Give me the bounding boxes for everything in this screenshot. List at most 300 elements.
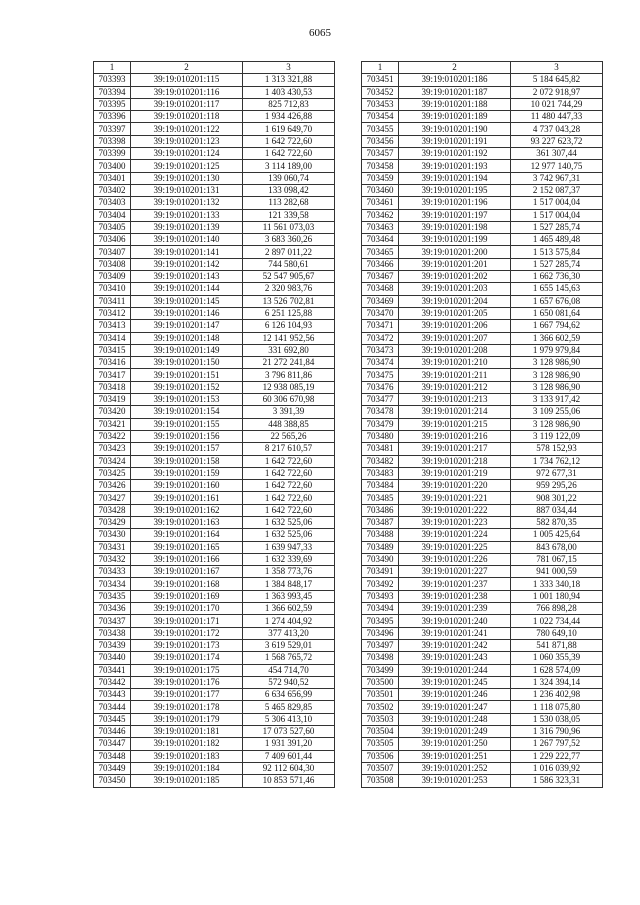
value-cell: 5 184 645,82 <box>511 74 603 86</box>
table-row <box>362 123 603 135</box>
table-row <box>94 98 335 110</box>
table-row <box>362 418 603 430</box>
cadastral-number-cell: 39:19:010201:246 <box>399 689 511 701</box>
value-cell: 578 152,93 <box>511 443 603 455</box>
value-cell: 1 118 075,80 <box>511 701 603 713</box>
table-row <box>94 184 335 196</box>
row-number-cell: 703456 <box>362 135 399 147</box>
value-cell: 572 940,52 <box>243 676 335 688</box>
table-row <box>94 455 335 467</box>
table-row <box>94 627 335 639</box>
table-row <box>362 320 603 332</box>
value-cell: 1 639 947,33 <box>243 541 335 553</box>
cadastral-number-cell: 39:19:010201:167 <box>131 566 243 578</box>
value-cell: 744 580,61 <box>243 258 335 270</box>
table-row <box>362 295 603 307</box>
table-row <box>362 369 603 381</box>
row-number-cell: 703500 <box>362 676 399 688</box>
row-number-cell: 703400 <box>94 160 131 172</box>
value-cell: 972 677,31 <box>511 467 603 479</box>
cadastral-number-cell: 39:19:010201:142 <box>131 258 243 270</box>
row-number-cell: 703450 <box>94 775 131 787</box>
cadastral-number-cell: 39:19:010201:194 <box>399 172 511 184</box>
row-number-cell: 703421 <box>94 418 131 430</box>
row-number-cell: 703503 <box>362 713 399 725</box>
value-cell: 1 513 575,84 <box>511 246 603 258</box>
row-number-cell: 703431 <box>94 541 131 553</box>
cadastral-number-cell: 39:19:010201:204 <box>399 295 511 307</box>
table-row <box>94 332 335 344</box>
cadastral-number-cell: 39:19:010201:181 <box>131 726 243 738</box>
row-number-cell: 703402 <box>94 184 131 196</box>
row-number-cell: 703427 <box>94 492 131 504</box>
table-row <box>94 467 335 479</box>
table-row <box>94 652 335 664</box>
cadastral-number-cell: 39:19:010201:240 <box>399 615 511 627</box>
cadastral-number-cell: 39:19:010201:124 <box>131 148 243 160</box>
table-row <box>362 74 603 86</box>
table-row <box>94 738 335 750</box>
table-row <box>362 258 603 270</box>
row-number-cell: 703418 <box>94 381 131 393</box>
row-number-cell: 703476 <box>362 381 399 393</box>
value-cell: 1 628 574,09 <box>511 664 603 676</box>
table-row <box>362 283 603 295</box>
cadastral-number-cell: 39:19:010201:123 <box>131 135 243 147</box>
cadastral-number-cell: 39:19:010201:226 <box>399 553 511 565</box>
row-number-cell: 703485 <box>362 492 399 504</box>
value-cell: 1 642 722,60 <box>243 480 335 492</box>
row-number-cell: 703405 <box>94 221 131 233</box>
value-cell: 10 853 571,46 <box>243 775 335 787</box>
value-cell: 1 366 602,59 <box>511 332 603 344</box>
row-number-cell: 703404 <box>94 209 131 221</box>
table-row <box>94 578 335 590</box>
row-number-cell: 703480 <box>362 430 399 442</box>
table-row <box>362 541 603 553</box>
row-number-cell: 703443 <box>94 689 131 701</box>
table-row <box>362 197 603 209</box>
table-row <box>362 86 603 98</box>
table-row <box>362 603 603 615</box>
cadastral-number-cell: 39:19:010201:122 <box>131 123 243 135</box>
value-cell: 1 642 722,60 <box>243 135 335 147</box>
cadastral-number-cell: 39:19:010201:216 <box>399 430 511 442</box>
table-row <box>362 566 603 578</box>
table-row <box>362 516 603 528</box>
table-row <box>94 541 335 553</box>
row-number-cell: 703409 <box>94 271 131 283</box>
row-number-cell: 703506 <box>362 750 399 762</box>
cadastral-number-cell: 39:19:010201:162 <box>131 504 243 516</box>
value-cell: 1 527 285,74 <box>511 221 603 233</box>
cadastral-number-cell: 39:19:010201:159 <box>131 467 243 479</box>
value-cell: 12 977 140,75 <box>511 160 603 172</box>
row-number-cell: 703447 <box>94 738 131 750</box>
value-cell: 843 678,00 <box>511 541 603 553</box>
row-number-cell: 703425 <box>94 467 131 479</box>
row-number-cell: 703461 <box>362 197 399 209</box>
row-number-cell: 703399 <box>94 148 131 160</box>
row-number-cell: 703491 <box>362 566 399 578</box>
value-cell: 1 384 848,17 <box>243 578 335 590</box>
table-row <box>94 480 335 492</box>
cadastral-number-cell: 39:19:010201:147 <box>131 320 243 332</box>
column-header: 1 <box>362 62 399 74</box>
table-row <box>362 750 603 762</box>
table-row <box>362 184 603 196</box>
cadastral-number-cell: 39:19:010201:149 <box>131 344 243 356</box>
table-row <box>94 394 335 406</box>
value-cell: 582 870,35 <box>511 516 603 528</box>
cadastral-number-cell: 39:19:010201:157 <box>131 443 243 455</box>
row-number-cell: 703492 <box>362 578 399 590</box>
table-row <box>94 516 335 528</box>
value-cell: 1 313 321,88 <box>243 74 335 86</box>
row-number-cell: 703465 <box>362 246 399 258</box>
row-number-cell: 703394 <box>94 86 131 98</box>
value-cell: 7 409 601,44 <box>243 750 335 762</box>
value-cell: 17 073 527,60 <box>243 726 335 738</box>
value-cell: 1 016 039,92 <box>511 762 603 774</box>
row-number-cell: 703464 <box>362 234 399 246</box>
table-header-row <box>362 62 603 74</box>
value-cell: 959 295,26 <box>511 480 603 492</box>
cadastral-number-cell: 39:19:010201:118 <box>131 111 243 123</box>
cadastral-number-cell: 39:19:010201:154 <box>131 406 243 418</box>
table-row <box>362 172 603 184</box>
table-row <box>94 639 335 651</box>
value-cell: 908 301,22 <box>511 492 603 504</box>
table-row <box>94 590 335 602</box>
row-number-cell: 703440 <box>94 652 131 664</box>
row-number-cell: 703419 <box>94 394 131 406</box>
row-number-cell: 703438 <box>94 627 131 639</box>
table-row <box>94 566 335 578</box>
row-number-cell: 703449 <box>94 762 131 774</box>
cadastral-number-cell: 39:19:010201:224 <box>399 529 511 541</box>
cadastral-number-cell: 39:19:010201:170 <box>131 603 243 615</box>
row-number-cell: 703473 <box>362 344 399 356</box>
row-number-cell: 703448 <box>94 750 131 762</box>
cadastral-number-cell: 39:19:010201:188 <box>399 98 511 110</box>
table-row <box>362 701 603 713</box>
row-number-cell: 703423 <box>94 443 131 455</box>
row-number-cell: 703412 <box>94 307 131 319</box>
value-cell: 12 141 952,56 <box>243 332 335 344</box>
row-number-cell: 703459 <box>362 172 399 184</box>
table-row <box>362 111 603 123</box>
row-number-cell: 703413 <box>94 320 131 332</box>
cadastral-number-cell: 39:19:010201:250 <box>399 738 511 750</box>
value-cell: 448 388,85 <box>243 418 335 430</box>
cadastral-number-cell: 39:19:010201:201 <box>399 258 511 270</box>
table-row <box>362 762 603 774</box>
cadastral-number-cell: 39:19:010201:197 <box>399 209 511 221</box>
value-cell: 1 657 676,08 <box>511 295 603 307</box>
value-cell: 1 005 425,64 <box>511 529 603 541</box>
row-number-cell: 703453 <box>362 98 399 110</box>
table-row <box>362 246 603 258</box>
value-cell: 3 119 122,09 <box>511 430 603 442</box>
value-cell: 2 152 087,37 <box>511 184 603 196</box>
row-number-cell: 703416 <box>94 357 131 369</box>
value-cell: 1 619 649,70 <box>243 123 335 135</box>
row-number-cell: 703451 <box>362 74 399 86</box>
table-row <box>362 689 603 701</box>
row-number-cell: 703432 <box>94 553 131 565</box>
table-row <box>94 271 335 283</box>
value-cell: 3 683 360,26 <box>243 234 335 246</box>
cadastral-number-cell: 39:19:010201:175 <box>131 664 243 676</box>
value-cell: 1 236 402,98 <box>511 689 603 701</box>
table-row <box>94 209 335 221</box>
row-number-cell: 703496 <box>362 627 399 639</box>
row-number-cell: 703470 <box>362 307 399 319</box>
cadastral-number-cell: 39:19:010201:158 <box>131 455 243 467</box>
table-row <box>94 418 335 430</box>
cadastral-number-cell: 39:19:010201:172 <box>131 627 243 639</box>
row-number-cell: 703393 <box>94 74 131 86</box>
value-cell: 1 632 525,06 <box>243 529 335 541</box>
cadastral-number-cell: 39:19:010201:191 <box>399 135 511 147</box>
value-cell: 3 128 986,90 <box>511 369 603 381</box>
table-row <box>94 603 335 615</box>
row-number-cell: 703457 <box>362 148 399 160</box>
row-number-cell: 703486 <box>362 504 399 516</box>
cadastral-number-cell: 39:19:010201:227 <box>399 566 511 578</box>
value-cell: 121 339,58 <box>243 209 335 221</box>
value-cell: 454 714,70 <box>243 664 335 676</box>
table-row <box>362 492 603 504</box>
row-number-cell: 703477 <box>362 394 399 406</box>
row-number-cell: 703433 <box>94 566 131 578</box>
cadastral-number-cell: 39:19:010201:131 <box>131 184 243 196</box>
row-number-cell: 703417 <box>94 369 131 381</box>
table-row <box>94 689 335 701</box>
value-cell: 1 662 736,30 <box>511 271 603 283</box>
cadastral-number-cell: 39:19:010201:247 <box>399 701 511 713</box>
cadastral-number-cell: 39:19:010201:176 <box>131 676 243 688</box>
table-row <box>94 160 335 172</box>
value-cell: 3 128 986,90 <box>511 381 603 393</box>
value-cell: 133 098,42 <box>243 184 335 196</box>
table-left <box>93 61 335 788</box>
value-cell: 1 324 394,14 <box>511 676 603 688</box>
table-row <box>94 381 335 393</box>
value-cell: 1 267 797,52 <box>511 738 603 750</box>
cadastral-number-cell: 39:19:010201:249 <box>399 726 511 738</box>
cadastral-number-cell: 39:19:010201:133 <box>131 209 243 221</box>
row-number-cell: 703472 <box>362 332 399 344</box>
value-cell: 1 650 081,64 <box>511 307 603 319</box>
cadastral-number-cell: 39:19:010201:218 <box>399 455 511 467</box>
row-number-cell: 703395 <box>94 98 131 110</box>
cadastral-number-cell: 39:19:010201:153 <box>131 394 243 406</box>
row-number-cell: 703444 <box>94 701 131 713</box>
cadastral-number-cell: 39:19:010201:178 <box>131 701 243 713</box>
value-cell: 2 320 983,76 <box>243 283 335 295</box>
table-row <box>94 135 335 147</box>
value-cell: 1 517 004,04 <box>511 209 603 221</box>
row-number-cell: 703422 <box>94 430 131 442</box>
cadastral-number-cell: 39:19:010201:242 <box>399 639 511 651</box>
row-number-cell: 703397 <box>94 123 131 135</box>
table-row <box>362 394 603 406</box>
value-cell: 139 060,74 <box>243 172 335 184</box>
value-cell: 331 692,80 <box>243 344 335 356</box>
row-number-cell: 703434 <box>94 578 131 590</box>
cadastral-number-cell: 39:19:010201:184 <box>131 762 243 774</box>
row-number-cell: 703398 <box>94 135 131 147</box>
table-row <box>94 762 335 774</box>
cadastral-number-cell: 39:19:010201:130 <box>131 172 243 184</box>
cadastral-number-cell: 39:19:010201:146 <box>131 307 243 319</box>
cadastral-number-cell: 39:19:010201:198 <box>399 221 511 233</box>
cadastral-number-cell: 39:19:010201:217 <box>399 443 511 455</box>
cadastral-number-cell: 39:19:010201:244 <box>399 664 511 676</box>
cadastral-number-cell: 39:19:010201:202 <box>399 271 511 283</box>
cadastral-number-cell: 39:19:010201:239 <box>399 603 511 615</box>
cadastral-number-cell: 39:19:010201:238 <box>399 590 511 602</box>
value-cell: 21 272 241,84 <box>243 357 335 369</box>
cadastral-number-cell: 39:19:010201:183 <box>131 750 243 762</box>
row-number-cell: 703483 <box>362 467 399 479</box>
table-row <box>94 406 335 418</box>
value-cell: 1 229 222,77 <box>511 750 603 762</box>
cadastral-number-cell: 39:19:010201:248 <box>399 713 511 725</box>
cadastral-number-cell: 39:19:010201:220 <box>399 480 511 492</box>
cadastral-number-cell: 39:19:010201:139 <box>131 221 243 233</box>
cadastral-number-cell: 39:19:010201:199 <box>399 234 511 246</box>
cadastral-number-cell: 39:19:010201:203 <box>399 283 511 295</box>
value-cell: 113 282,68 <box>243 197 335 209</box>
value-cell: 887 034,44 <box>511 504 603 516</box>
value-cell: 3 619 529,01 <box>243 639 335 651</box>
row-number-cell: 703494 <box>362 603 399 615</box>
cadastral-number-cell: 39:19:010201:205 <box>399 307 511 319</box>
cadastral-number-cell: 39:19:010201:160 <box>131 480 243 492</box>
table-header-row <box>94 62 335 74</box>
table-row <box>362 160 603 172</box>
value-cell: 1 642 722,60 <box>243 492 335 504</box>
cadastral-number-cell: 39:19:010201:237 <box>399 578 511 590</box>
table-row <box>362 480 603 492</box>
row-number-cell: 703495 <box>362 615 399 627</box>
row-number-cell: 703499 <box>362 664 399 676</box>
row-number-cell: 703408 <box>94 258 131 270</box>
value-cell: 1 568 765,72 <box>243 652 335 664</box>
table-row <box>362 615 603 627</box>
table-row <box>362 738 603 750</box>
table-row <box>362 639 603 651</box>
row-number-cell: 703452 <box>362 86 399 98</box>
row-number-cell: 703502 <box>362 701 399 713</box>
cadastral-number-cell: 39:19:010201:115 <box>131 74 243 86</box>
value-cell: 1 530 038,05 <box>511 713 603 725</box>
row-number-cell: 703489 <box>362 541 399 553</box>
table-row <box>362 430 603 442</box>
row-number-cell: 703508 <box>362 775 399 787</box>
page-number: 6065 <box>309 27 331 39</box>
cadastral-number-cell: 39:19:010201:215 <box>399 418 511 430</box>
table-row <box>362 234 603 246</box>
row-number-cell: 703466 <box>362 258 399 270</box>
table-row <box>362 332 603 344</box>
row-number-cell: 703478 <box>362 406 399 418</box>
cadastral-number-cell: 39:19:010201:210 <box>399 357 511 369</box>
row-number-cell: 703458 <box>362 160 399 172</box>
table-row <box>362 627 603 639</box>
cadastral-number-cell: 39:19:010201:192 <box>399 148 511 160</box>
table-row <box>94 504 335 516</box>
table-row <box>362 529 603 541</box>
row-number-cell: 703487 <box>362 516 399 528</box>
cadastral-number-cell: 39:19:010201:225 <box>399 541 511 553</box>
value-cell: 93 227 623,72 <box>511 135 603 147</box>
table-right <box>361 61 603 788</box>
value-cell: 3 742 967,31 <box>511 172 603 184</box>
value-cell: 1 316 790,96 <box>511 726 603 738</box>
value-cell: 4 737 043,28 <box>511 123 603 135</box>
cadastral-number-cell: 39:19:010201:207 <box>399 332 511 344</box>
value-cell: 1 655 145,63 <box>511 283 603 295</box>
cadastral-number-cell: 39:19:010201:125 <box>131 160 243 172</box>
value-cell: 1 642 722,60 <box>243 148 335 160</box>
value-cell: 6 126 104,93 <box>243 320 335 332</box>
value-cell: 60 306 670,98 <box>243 394 335 406</box>
value-cell: 941 000,59 <box>511 566 603 578</box>
cadastral-number-cell: 39:19:010201:223 <box>399 516 511 528</box>
row-number-cell: 703407 <box>94 246 131 258</box>
value-cell: 1 060 355,39 <box>511 652 603 664</box>
table-row <box>362 344 603 356</box>
row-number-cell: 703484 <box>362 480 399 492</box>
value-cell: 1 366 602,59 <box>243 603 335 615</box>
table-row <box>94 676 335 688</box>
value-cell: 1 403 430,53 <box>243 86 335 98</box>
value-cell: 1 363 993,45 <box>243 590 335 602</box>
row-number-cell: 703474 <box>362 357 399 369</box>
row-number-cell: 703501 <box>362 689 399 701</box>
cadastral-number-cell: 39:19:010201:165 <box>131 541 243 553</box>
value-cell: 12 938 085,19 <box>243 381 335 393</box>
table-row <box>362 98 603 110</box>
cadastral-number-cell: 39:19:010201:141 <box>131 246 243 258</box>
cadastral-number-cell: 39:19:010201:206 <box>399 320 511 332</box>
table-row <box>94 664 335 676</box>
value-cell: 3 128 986,90 <box>511 357 603 369</box>
column-header: 2 <box>131 62 243 74</box>
cadastral-number-cell: 39:19:010201:243 <box>399 652 511 664</box>
table-row <box>94 86 335 98</box>
row-number-cell: 703488 <box>362 529 399 541</box>
table-row <box>94 369 335 381</box>
table-row <box>94 430 335 442</box>
cadastral-number-cell: 39:19:010201:211 <box>399 369 511 381</box>
row-number-cell: 703424 <box>94 455 131 467</box>
cadastral-number-cell: 39:19:010201:116 <box>131 86 243 98</box>
table-row <box>94 295 335 307</box>
value-cell: 1 022 734,44 <box>511 615 603 627</box>
table-row <box>362 443 603 455</box>
row-number-cell: 703436 <box>94 603 131 615</box>
table-row <box>94 553 335 565</box>
table-row <box>94 713 335 725</box>
value-cell: 766 898,28 <box>511 603 603 615</box>
value-cell: 2 897 011,22 <box>243 246 335 258</box>
row-number-cell: 703497 <box>362 639 399 651</box>
